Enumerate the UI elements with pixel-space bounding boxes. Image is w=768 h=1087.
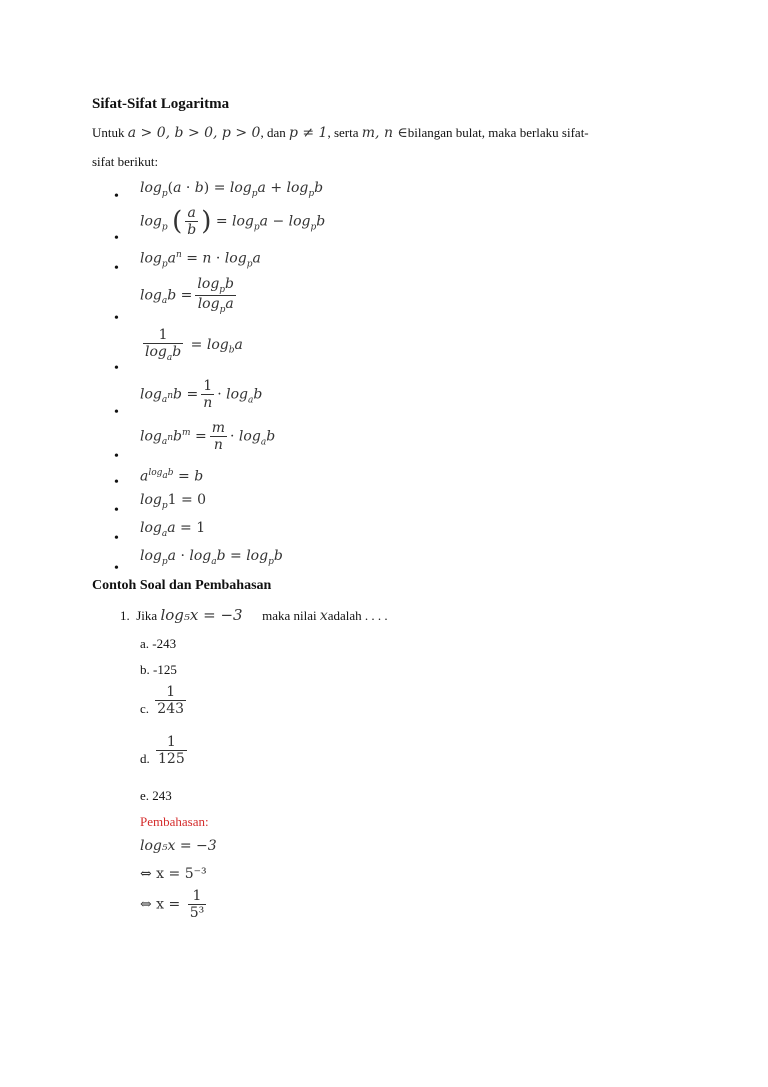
bullet: • — [114, 405, 119, 420]
property-quotient: $\log_p$ ( $\frac{a}{b}$ ) = $\log_pa - \log_pb$ — [140, 205, 326, 238]
property-change-of-base: $\log_ab$ = $\frac{\log_pb}{\log_pa}$ — [140, 276, 235, 315]
solution-step-3-fraction — [188, 888, 207, 921]
option-c-label: c. — [140, 701, 150, 716]
question-number: 1. — [120, 608, 130, 623]
property-base-power: $\log_{a^n}b$ = $\frac{1}{n}$ · $\log_ab$ — [140, 378, 263, 411]
intro-serta: , serta — [327, 125, 359, 140]
solution-step-3-prefix: ⇔ x = — [140, 896, 181, 913]
option-d-fraction — [156, 734, 187, 767]
option-e: e. 243 — [140, 788, 172, 803]
condition-positive: a > 0, b > 0, p > 0 — [127, 125, 261, 141]
question-equation: log₅x = −3 — [160, 606, 243, 624]
intro-dan: , dan — [260, 125, 286, 140]
option-c-denominator: 243 — [157, 701, 185, 717]
option-c-fraction — [155, 684, 186, 717]
bullet: • — [114, 261, 119, 276]
option-c-numerator: 1 — [166, 684, 176, 700]
property-power: $\log_pa^n = n \cdot \log_pa$ — [140, 250, 261, 270]
option-d — [140, 734, 190, 767]
bullet: • — [114, 503, 119, 518]
solution-step-2: ⇔ x = 5⁻³ — [140, 866, 207, 882]
property-log-self: $\log_aa = 1$ — [140, 520, 206, 539]
option-b: b. -125 — [140, 662, 177, 677]
question-jika: Jika — [136, 608, 158, 623]
intro-line-1 — [92, 125, 589, 141]
intro-line-2: sifat berikut: — [92, 154, 159, 169]
bullet: • — [114, 561, 119, 576]
option-d-label: d. — [140, 751, 150, 766]
option-c — [140, 684, 189, 717]
bullet: • — [114, 231, 119, 246]
solution-step-3-numerator: 1 — [192, 888, 202, 904]
question-mid: maka nilai — [262, 608, 317, 623]
property-log-one: $\log_p1 = 0$ — [140, 492, 207, 511]
question-1 — [120, 606, 388, 624]
property-product: $\log_p(a \cdot b) = \log_pa + \log_pb$ — [140, 180, 324, 199]
page-title: Sifat-Sifat Logaritma — [92, 96, 230, 112]
bullet: • — [114, 361, 119, 376]
solution-label: Pembahasan: — [140, 814, 209, 829]
bullet: • — [114, 531, 119, 546]
option-d-numerator: 1 — [166, 734, 176, 750]
solution-step-1: log₅x = −3 — [140, 838, 217, 854]
bullet: • — [114, 311, 119, 326]
intro-tail: bilangan bulat, maka berlaku sifat- — [407, 125, 589, 140]
option-d-denominator: 125 — [158, 751, 185, 767]
property-reciprocal: $\frac{1}{\log_ab}$ = $\log_ba$ — [145, 327, 243, 363]
condition-integers: m, n ∈ — [361, 125, 408, 141]
bullet: • — [114, 449, 119, 464]
intro-untuk: Untuk — [92, 125, 125, 140]
condition-p-not-one: p ≠ 1 — [288, 125, 328, 141]
section-title-examples: Contoh Soal dan Pembahasan — [92, 578, 272, 593]
question-end: adalah . . . . — [327, 608, 388, 623]
bullet: • — [114, 189, 119, 204]
solution-step-3-denominator: 5³ — [189, 905, 205, 921]
bullet: • — [114, 475, 119, 490]
property-chain: $\log_pa \cdot \log_ab = \log_pb$ — [140, 548, 283, 567]
property-base-and-arg-power: $\log_{a^n}b^m$ = $\frac{m}{n}$ · $\log_ab$ — [140, 420, 276, 453]
property-inverse: $a^{log_ab} = b$ — [140, 468, 204, 485]
solution-step-3 — [140, 888, 209, 921]
option-a: a. -243 — [140, 636, 177, 651]
question-variable: x — [319, 608, 328, 624]
